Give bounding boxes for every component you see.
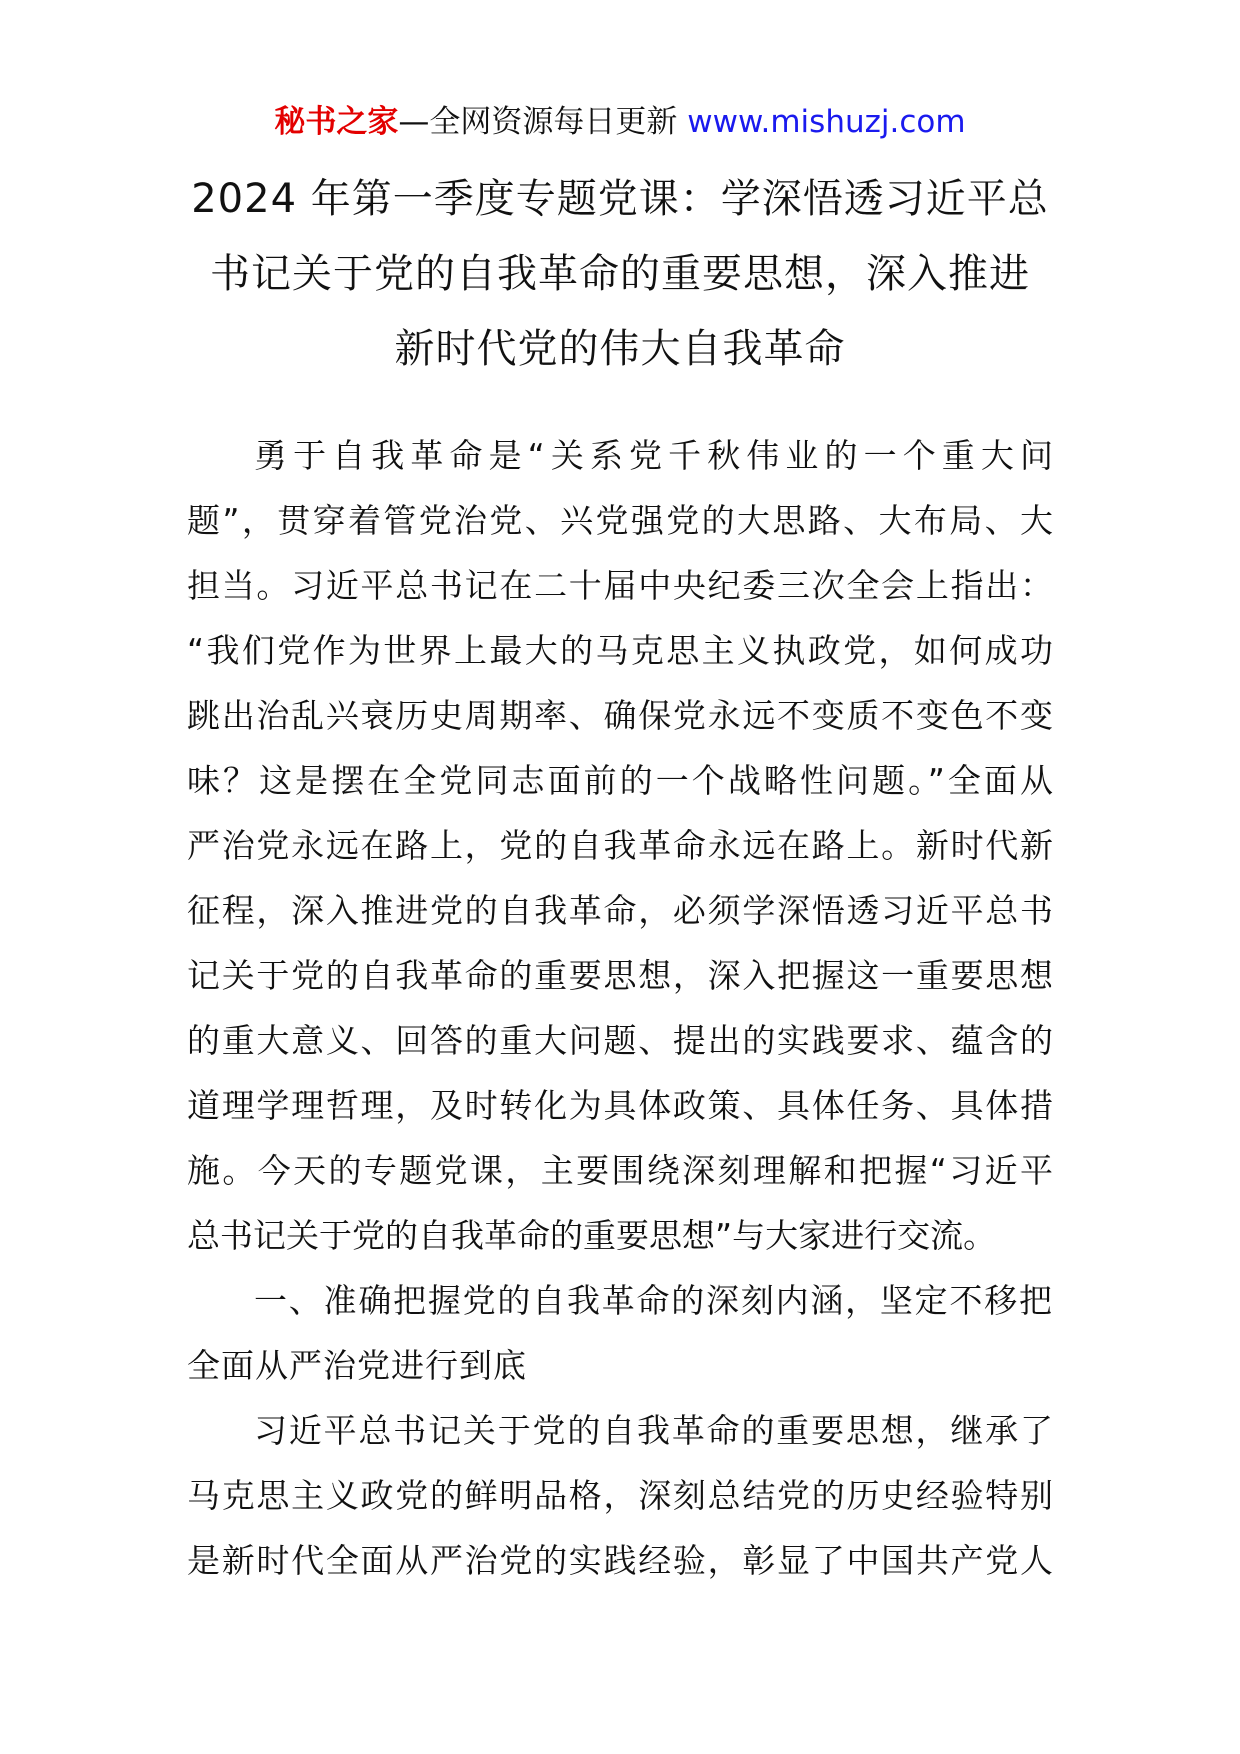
- text-line: 严治党永远在路上，党的自我革命永远在路上。新时代新: [187, 826, 1053, 865]
- title-line: 新时代党的伟大自我革命: [394, 326, 846, 372]
- text-line: 道理学理哲理，及时转化为具体政策、具体任务、具体措: [187, 1086, 1053, 1125]
- document-title: [186, 162, 1054, 387]
- text-line: 征程，深入推进党的自我革命，必须学深悟透习近平总书: [187, 891, 1053, 930]
- text-line: 勇于自我革命是“关系党千秋伟业的一个重大问: [254, 436, 1053, 475]
- text-line: 总书记关于党的自我革命的重要思想”与大家进行交流。: [187, 1216, 997, 1255]
- title-line: 2024 年第一季度专题党课：学深悟透习近平总: [191, 176, 1049, 222]
- text-line: 施。今天的专题党课，主要围绕深刻理解和把握“习近平: [187, 1151, 1053, 1190]
- text-line: 马克思主义政党的鲜明品格，深刻总结党的历史经验特别: [187, 1476, 1053, 1515]
- text-line: 味？这是摆在全党同志面前的一个战略性问题。”全面从: [187, 761, 1053, 800]
- section-heading: [187, 1268, 1053, 1398]
- paragraph-intro: [187, 423, 1053, 1268]
- site-header: [0, 100, 1240, 144]
- paragraph-section1: [187, 1398, 1053, 1593]
- text-line: “我们党作为世界上最大的马克思主义执政党，如何成功: [187, 631, 1053, 670]
- brand-name: 秘书之家: [274, 104, 399, 140]
- heading-line: 一、准确把握党的自我革命的深刻内涵，坚定不移把: [254, 1281, 1053, 1320]
- text-line: 担当。习近平总书记在二十届中央纪委三次全会上指出：: [187, 566, 1053, 605]
- header-slogan: —全网资源每日更新: [398, 104, 688, 140]
- text-line: 是新时代全面从严治党的实践经验，彰显了中国共产党人: [187, 1541, 1053, 1580]
- text-line: 题”，贯穿着管党治党、兴党强党的大思路、大布局、大: [187, 501, 1053, 540]
- text-line: 的重大意义、回答的重大问题、提出的实践要求、蕴含的: [187, 1021, 1053, 1060]
- text-line: 跳出治乱兴衰历史周期率、确保党永远不变质不变色不变: [187, 696, 1053, 735]
- document-body: [187, 423, 1053, 1593]
- text-line: 习近平总书记关于党的自我革命的重要思想，继承了: [254, 1411, 1053, 1450]
- site-url-link[interactable]: www.mishuzj.com: [687, 104, 966, 140]
- text-line: 记关于党的自我革命的重要思想，深入把握这一重要思想: [187, 956, 1053, 995]
- heading-line: 全面从严治党进行到底: [187, 1346, 527, 1385]
- title-line: 书记关于党的自我革命的重要思想，深入推进: [210, 251, 1030, 297]
